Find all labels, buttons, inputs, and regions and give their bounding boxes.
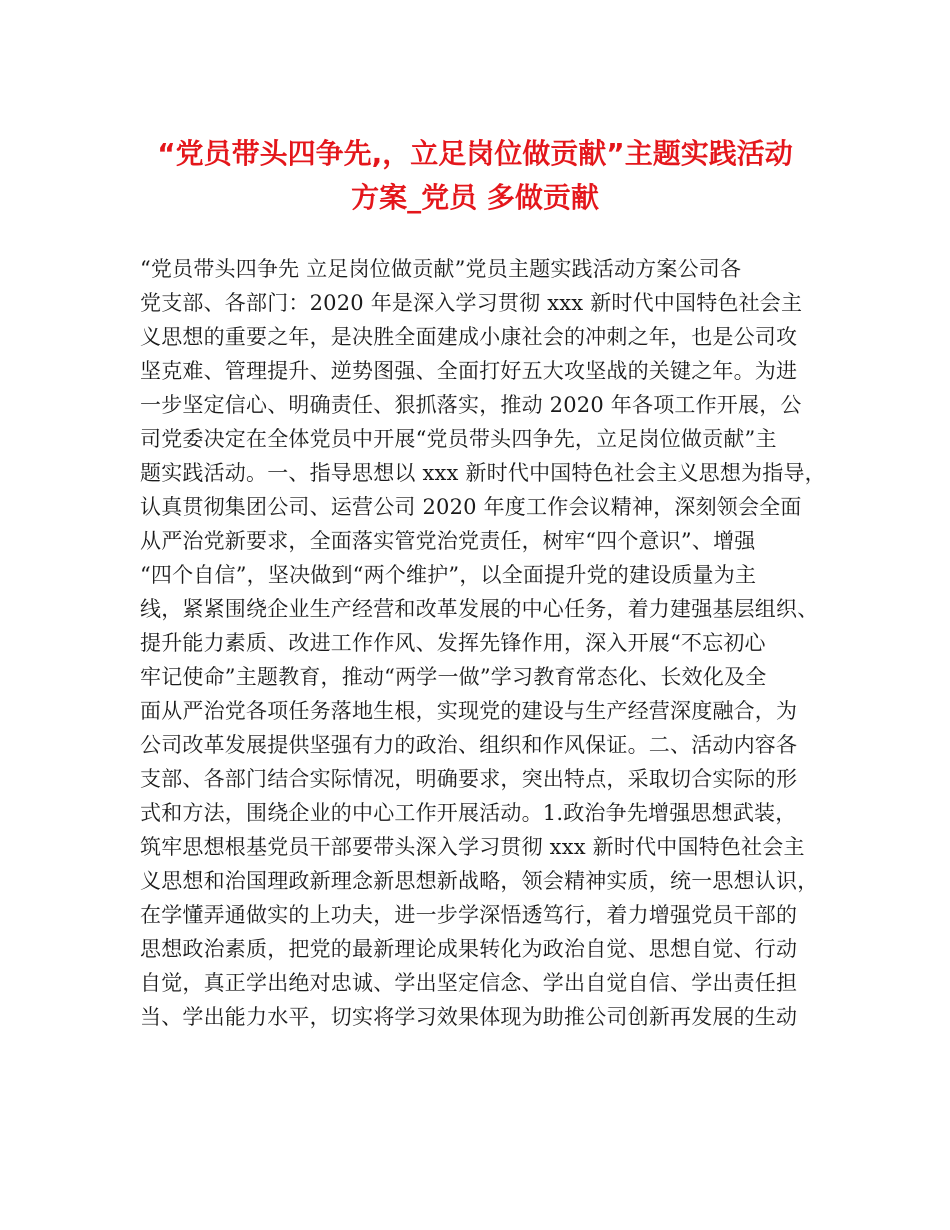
body-line: 认真贯彻集团公司、运营公司 2020 年度工作会议精神，深刻领会全面 — [140, 495, 802, 519]
body-line: 牢记使命”主题教育，推动“两学一做”学习教育常态化、长效化及全 — [140, 665, 767, 689]
document-title-line-1: “党员带头四争先,，立足岗位做贡献”主题实践活动 — [157, 137, 793, 170]
body-line: 义思想的重要之年，是决胜全面建成小康社会的冲刺之年，也是公司攻 — [140, 325, 798, 349]
body-line: 题实践活动。一、指导思想以 xxx 新时代中国特色社会主义思想为指导， — [140, 461, 826, 485]
body-line: “四个自信”，坚决做到“两个维护”，以全面提升党的建设质量为主 — [140, 563, 757, 587]
body-line: 支部、各部门结合实际情况，明确要求，突出特点，采取切合实际的形 — [140, 767, 798, 791]
body-line: 一步坚定信心、明确责任、狠抓落实，推动 2020 年各项工作开展，公 — [140, 393, 802, 417]
body-line: 党支部、各部门：2020 年是深入学习贯彻 xxx 新时代中国特色社会主 — [140, 291, 803, 315]
body-line: 式和方法，围绕企业的中心工作开展活动。1.政治争先增强思想武装， — [140, 801, 797, 825]
body-line: “党员带头四争先 立足岗位做贡献”党员主题实践活动方案公司各 — [140, 257, 742, 281]
body-line: 提升能力素质、改进工作作风、发挥先锋作用，深入开展“不忘初心 — [140, 631, 766, 655]
body-line: 线，紧紧围绕企业生产经营和改革发展的中心任务，着力建强基层组织、 — [140, 597, 819, 621]
body-line: 从严治党新要求，全面落实管党治党责任，树牢“四个意识”、增强 — [140, 529, 756, 553]
body-line: 在学懂弄通做实的上功夫，进一步学深悟透笃行，着力增强党员干部的 — [140, 903, 798, 927]
body-line: 思想政治素质，把党的最新理论成果转化为政治自觉、思想自觉、行动 — [140, 937, 798, 961]
body-line: 自觉，真正学出绝对忠诚、学出坚定信念、学出自觉自信、学出责任担 — [140, 971, 798, 995]
document-title-line-2: 方案_党员 多做贡献 — [351, 181, 599, 214]
body-line: 筑牢思想根基党员干部要带头深入学习贯彻 xxx 新时代中国特色社会主 — [140, 835, 805, 859]
body-line: 面从严治党各项任务落地生根，实现党的建设与生产经营深度融合，为 — [140, 699, 798, 723]
body-line: 司党委决定在全体党员中开展“党员带头四争先，立足岗位做贡献”主 — [140, 427, 777, 451]
body-line: 公司改革发展提供坚强有力的政治、组织和作风保证。二、活动内容各 — [140, 733, 798, 757]
body-line: 坚克难、管理提升、逆势图强、全面打好五大攻坚战的关键之年。为进 — [140, 359, 798, 383]
body-line: 当、学出能力水平，切实将学习效果体现为助推公司创新再发展的生动 — [140, 1005, 798, 1029]
body-line: 义思想和治国理政新理念新思想新战略，领会精神实质，统一思想认识， — [140, 869, 819, 893]
